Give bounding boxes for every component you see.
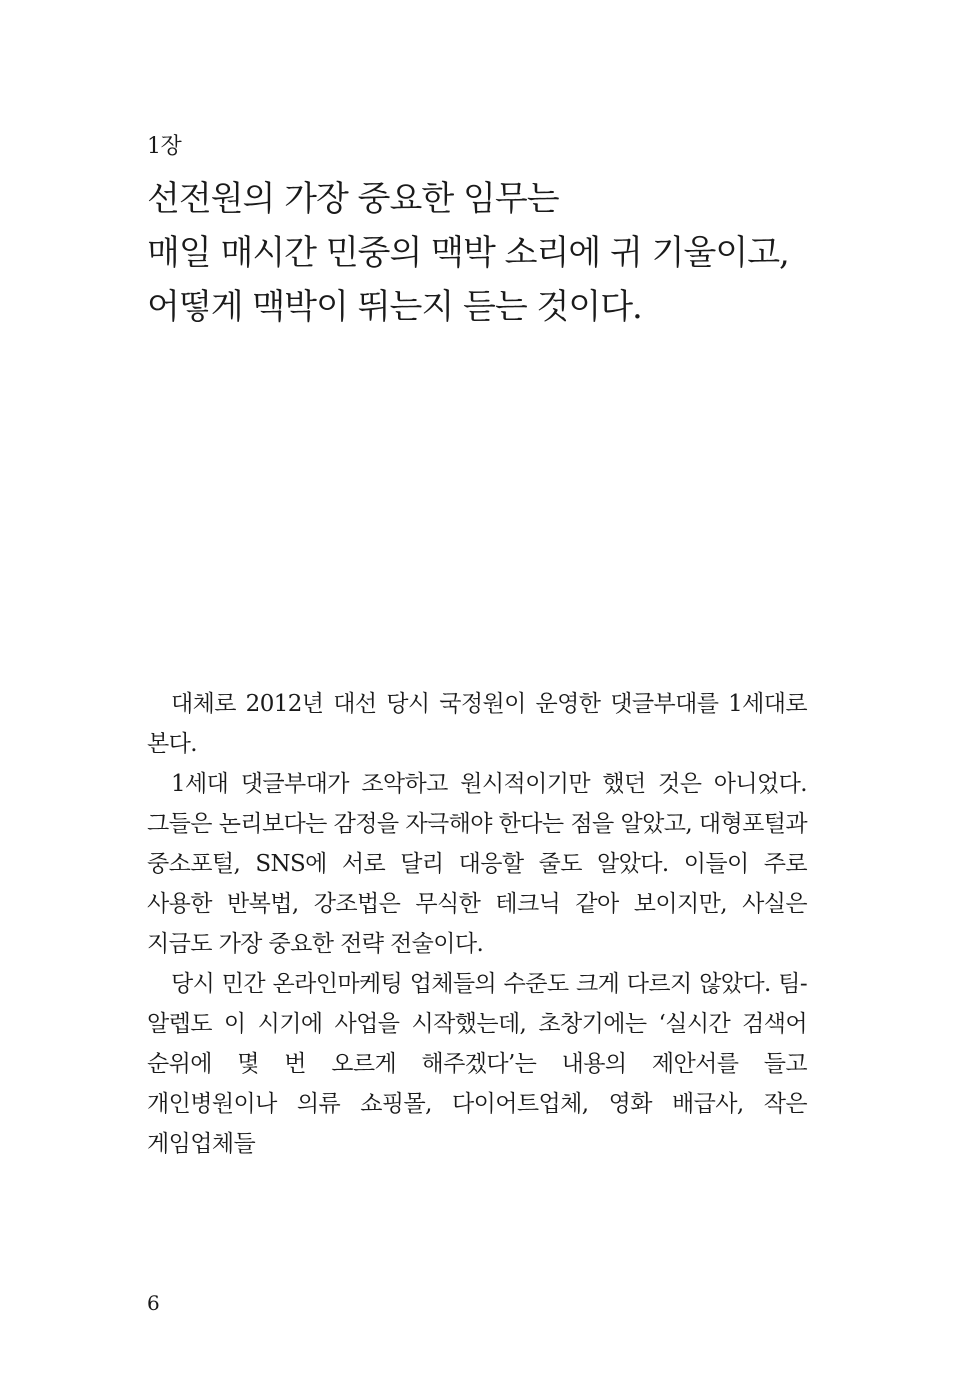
epigraph-line: 선전원의 가장 중요한 임무는 — [147, 179, 559, 219]
body-paragraph: 당시 민간 온라인마케팅 업체들의 수준도 크게 다르지 않았다. 팀-알렙도 이 시기에 사업을 시작했는데, 초창기에는 ‘실시간 검색어 순위에 몇 번 오르게 해주겠다’는 내용의 제안서를 들고 개인병원이나 의류 쇼핑몰, 다이어트업체, 영화 배급사, 작은 게임업체들 — [147, 971, 807, 1157]
epigraph-line: 어떻게 맥박이 뛰는지 듣는 것이다. — [147, 287, 642, 327]
body-paragraph: 대체로 2012년 대선 당시 국정원이 운영한 댓글부대를 1세대로 본다. — [147, 691, 807, 757]
chapter-label: 1장 — [147, 134, 182, 159]
body-paragraph: 1세대 댓글부대가 조악하고 원시적이기만 했던 것은 아니었다. 그들은 논리보다는 감정을 자극해야 한다는 점을 알았고, 대형포털과 중소포털, SNS에 서로 달리 대응할 줄도 알았다. 이들이 주로 사용한 반복법, 강조법은 무식한 테크닉 같아 보이지만, 사실은 지금도 가장 중요한 전략 전술이다. — [147, 771, 807, 957]
epigraph-line: 매일 매시간 민중의 맥박 소리에 귀 기울이고, — [147, 233, 789, 273]
page-number: 6 — [147, 1291, 160, 1315]
body-text — [147, 684, 807, 1164]
chapter-epigraph — [147, 172, 867, 334]
